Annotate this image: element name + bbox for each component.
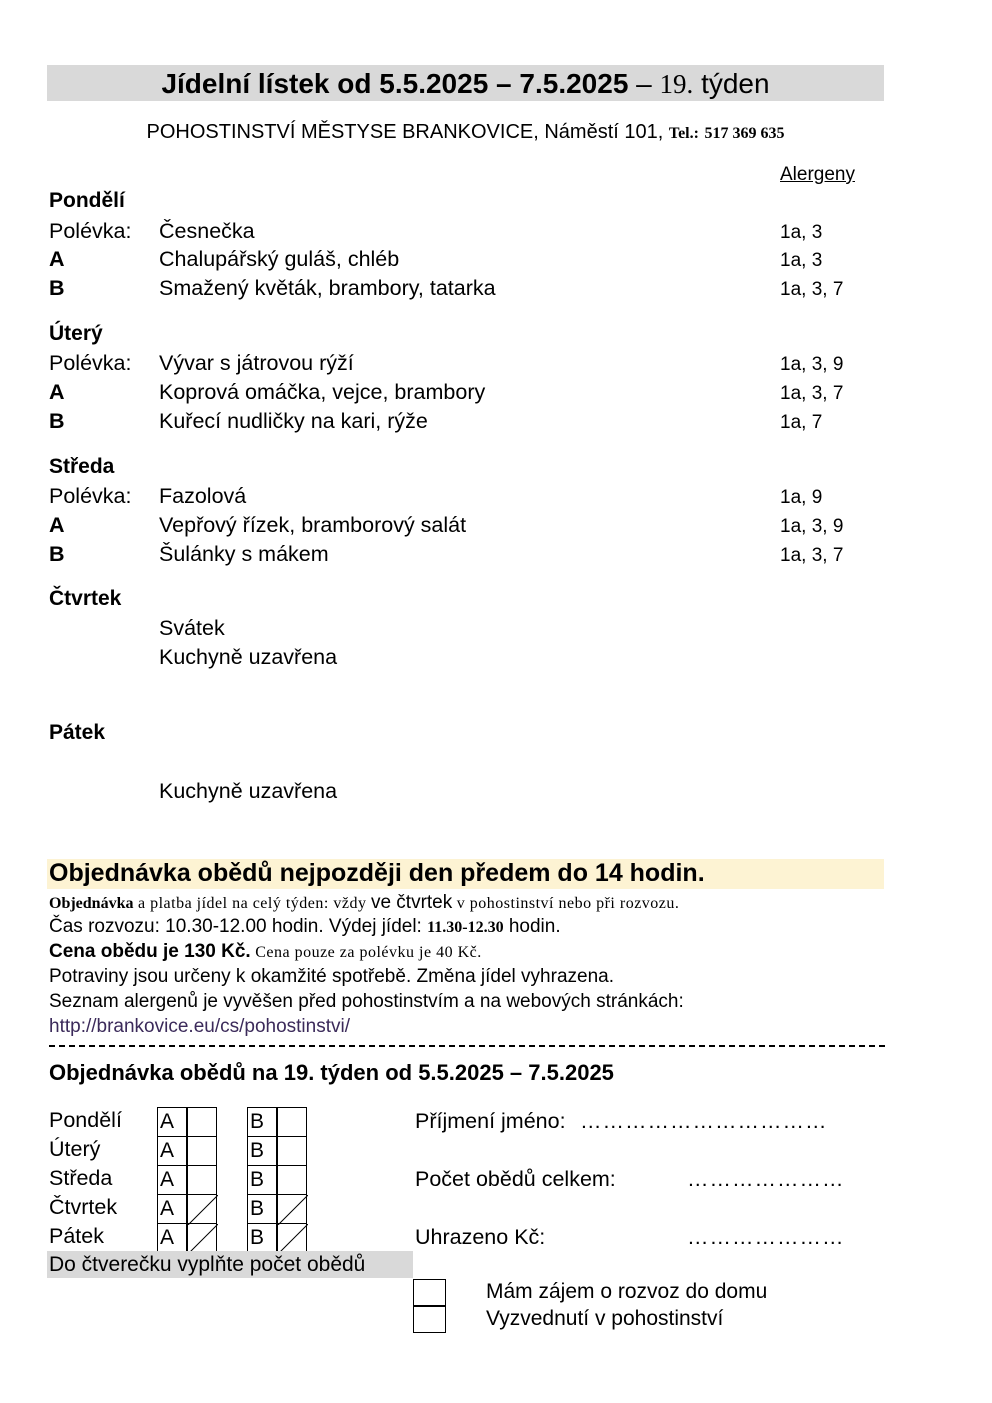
day-heading-monday: Pondělí xyxy=(49,189,125,212)
dish-allergens: 1a, 7 xyxy=(780,412,823,433)
title-main: Jídelní lístek od 5.5.2025 – 7.5.2025 xyxy=(161,68,629,99)
soup-price: Cena pouze za polévku je 40 Kč. xyxy=(250,944,482,961)
order-headline: Objednávka obědů nejpozději den předem do 14 hodin. xyxy=(49,859,705,887)
form-day-monday: Pondělí xyxy=(49,1108,122,1132)
box-b-label: B xyxy=(247,1194,277,1224)
item-label: Polévka: xyxy=(49,219,132,243)
item-label: B xyxy=(49,542,65,566)
dish-allergens: 1a, 3 xyxy=(780,222,823,243)
count-box-b-wednesday[interactable] xyxy=(277,1165,307,1195)
delivery-time: Čas rozvozu: 10.30-12.00 hodin. Výdej jídel: xyxy=(49,916,428,937)
item-label: A xyxy=(49,247,65,271)
dish-name: Fazolová xyxy=(159,484,247,508)
pickup-label: Vyzvednutí v pohostinství xyxy=(486,1307,724,1330)
item-label: B xyxy=(49,409,65,433)
item-label: Polévka: xyxy=(49,484,132,508)
dish-allergens: 1a, 3, 7 xyxy=(780,545,844,566)
restaurant-address xyxy=(47,120,884,146)
item-label: Polévka: xyxy=(49,351,132,375)
order-info-line-4: Potraviny jsou určeny k okamžité spotřebě. Změna jídel vyhrazena. xyxy=(49,966,614,987)
form-day-friday: Pátek xyxy=(49,1224,104,1248)
box-a-label: A xyxy=(157,1194,187,1224)
strike-icon xyxy=(188,1195,218,1225)
dish-name: Šulánky s mákem xyxy=(159,542,329,566)
dish-allergens: 1a, 9 xyxy=(780,487,823,508)
title-week-word: týden xyxy=(701,68,770,99)
strike-icon xyxy=(278,1224,308,1254)
day-heading-tuesday: Úterý xyxy=(49,322,103,345)
item-label: A xyxy=(49,513,65,537)
dish-name: Kuřecí nudličky na kari, rýže xyxy=(159,409,428,433)
day-heading-friday: Pátek xyxy=(49,721,106,744)
tel-number: 517 369 635 xyxy=(704,125,785,142)
address-text: POHOSTINSTVÍ MĚSTYSE BRANKOVICE, Náměstí 101, xyxy=(146,121,669,143)
box-a-label: A xyxy=(157,1165,187,1195)
box-a-label: A xyxy=(157,1136,187,1166)
item-label: B xyxy=(49,276,65,300)
disabled-box-a-friday xyxy=(187,1223,217,1253)
count-box-b-monday[interactable] xyxy=(277,1107,307,1137)
dish-allergens: 1a, 3, 7 xyxy=(780,279,844,300)
surname-field[interactable]: …………………………… xyxy=(580,1109,828,1133)
day-note: Kuchyně uzavřena xyxy=(159,645,338,669)
order-line1-b: ve čtvrtek xyxy=(370,892,453,913)
paid-field[interactable]: ………………… xyxy=(687,1225,845,1249)
item-label: A xyxy=(49,380,65,404)
hours-word: hodin. xyxy=(503,916,561,937)
form-day-tuesday: Úterý xyxy=(49,1137,101,1161)
pickup-time: 11.30-12.30 xyxy=(427,919,504,936)
dish-allergens: 1a, 3, 9 xyxy=(780,516,844,537)
tel-label: Tel.: xyxy=(668,125,699,142)
order-line1-c: v pohostinství nebo při rozvozu. xyxy=(452,895,680,912)
dish-name: Vepřový řízek, bramborový salát xyxy=(159,513,467,537)
order-info-line-5: Seznam alergenů je vyvěšen před pohostinstvím a na webových stránkách: xyxy=(49,991,684,1012)
form-day-thursday: Čtvrtek xyxy=(49,1195,118,1219)
day-heading-thursday: Čtvrtek xyxy=(49,587,122,610)
allergens-heading: Alergeny xyxy=(780,164,855,185)
page-title xyxy=(47,66,884,102)
order-info-line-3 xyxy=(49,941,482,964)
box-b-label: B xyxy=(247,1223,277,1253)
order-form-title: Objednávka obědů na 19. týden od 5.5.2025 – 7.5.2025 xyxy=(49,1060,614,1085)
day-heading-wednesday: Středa xyxy=(49,455,115,478)
meal-price: Cena obědu je 130 Kč. xyxy=(49,941,251,962)
pickup-checkbox[interactable] xyxy=(413,1306,446,1333)
order-line1-a: a platba jídel na celý týden: vždy xyxy=(133,895,371,912)
count-box-a-wednesday[interactable] xyxy=(187,1165,217,1195)
cut-line xyxy=(49,1045,885,1047)
dish-allergens: 1a, 3, 9 xyxy=(780,354,844,375)
day-note: Kuchyně uzavřena xyxy=(159,779,338,803)
disabled-box-a-thursday xyxy=(187,1194,217,1224)
count-box-a-monday[interactable] xyxy=(187,1107,217,1137)
fill-instruction: Do čtverečku vyplňte počet obědů xyxy=(49,1253,366,1276)
dish-name: Chalupářský guláš, chléb xyxy=(159,247,400,271)
form-day-wednesday: Středa xyxy=(49,1166,113,1190)
surname-label: Příjmení jméno: xyxy=(415,1109,566,1133)
disabled-box-b-thursday xyxy=(277,1194,307,1224)
order-word: Objednávka xyxy=(49,895,134,912)
box-a-label: A xyxy=(157,1223,187,1253)
dish-name: Vývar s játrovou rýží xyxy=(159,351,354,375)
box-b-label: B xyxy=(247,1165,277,1195)
order-info-line-2 xyxy=(49,916,561,939)
paid-label: Uhrazeno Kč: xyxy=(415,1225,546,1249)
box-b-label: B xyxy=(247,1107,277,1137)
order-info-line-1 xyxy=(49,892,679,915)
strike-icon xyxy=(278,1195,308,1225)
title-week-number: 19. xyxy=(659,69,694,99)
dish-name: Koprová omáčka, vejce, brambory xyxy=(159,380,486,404)
dish-name: Smažený květák, brambory, tatarka xyxy=(159,276,496,300)
delivery-checkbox[interactable] xyxy=(413,1279,446,1306)
day-note: Svátek xyxy=(159,616,225,640)
title-dash: – xyxy=(636,68,652,99)
count-box-b-tuesday[interactable] xyxy=(277,1136,307,1166)
strike-icon xyxy=(188,1224,218,1254)
delivery-label: Mám zájem o rozvoz do domu xyxy=(486,1280,768,1303)
count-box-a-tuesday[interactable] xyxy=(187,1136,217,1166)
box-a-label: A xyxy=(157,1107,187,1137)
dish-allergens: 1a, 3 xyxy=(780,250,823,271)
box-b-label: B xyxy=(247,1136,277,1166)
disabled-box-b-friday xyxy=(277,1223,307,1253)
meal-count-field[interactable]: ………………… xyxy=(687,1167,845,1191)
dish-allergens: 1a, 3, 7 xyxy=(780,383,844,404)
meal-count-label: Počet obědů celkem: xyxy=(415,1167,616,1191)
dish-name: Česnečka xyxy=(159,219,255,243)
website-link[interactable]: http://brankovice.eu/cs/pohostinstvi/ xyxy=(49,1016,350,1037)
